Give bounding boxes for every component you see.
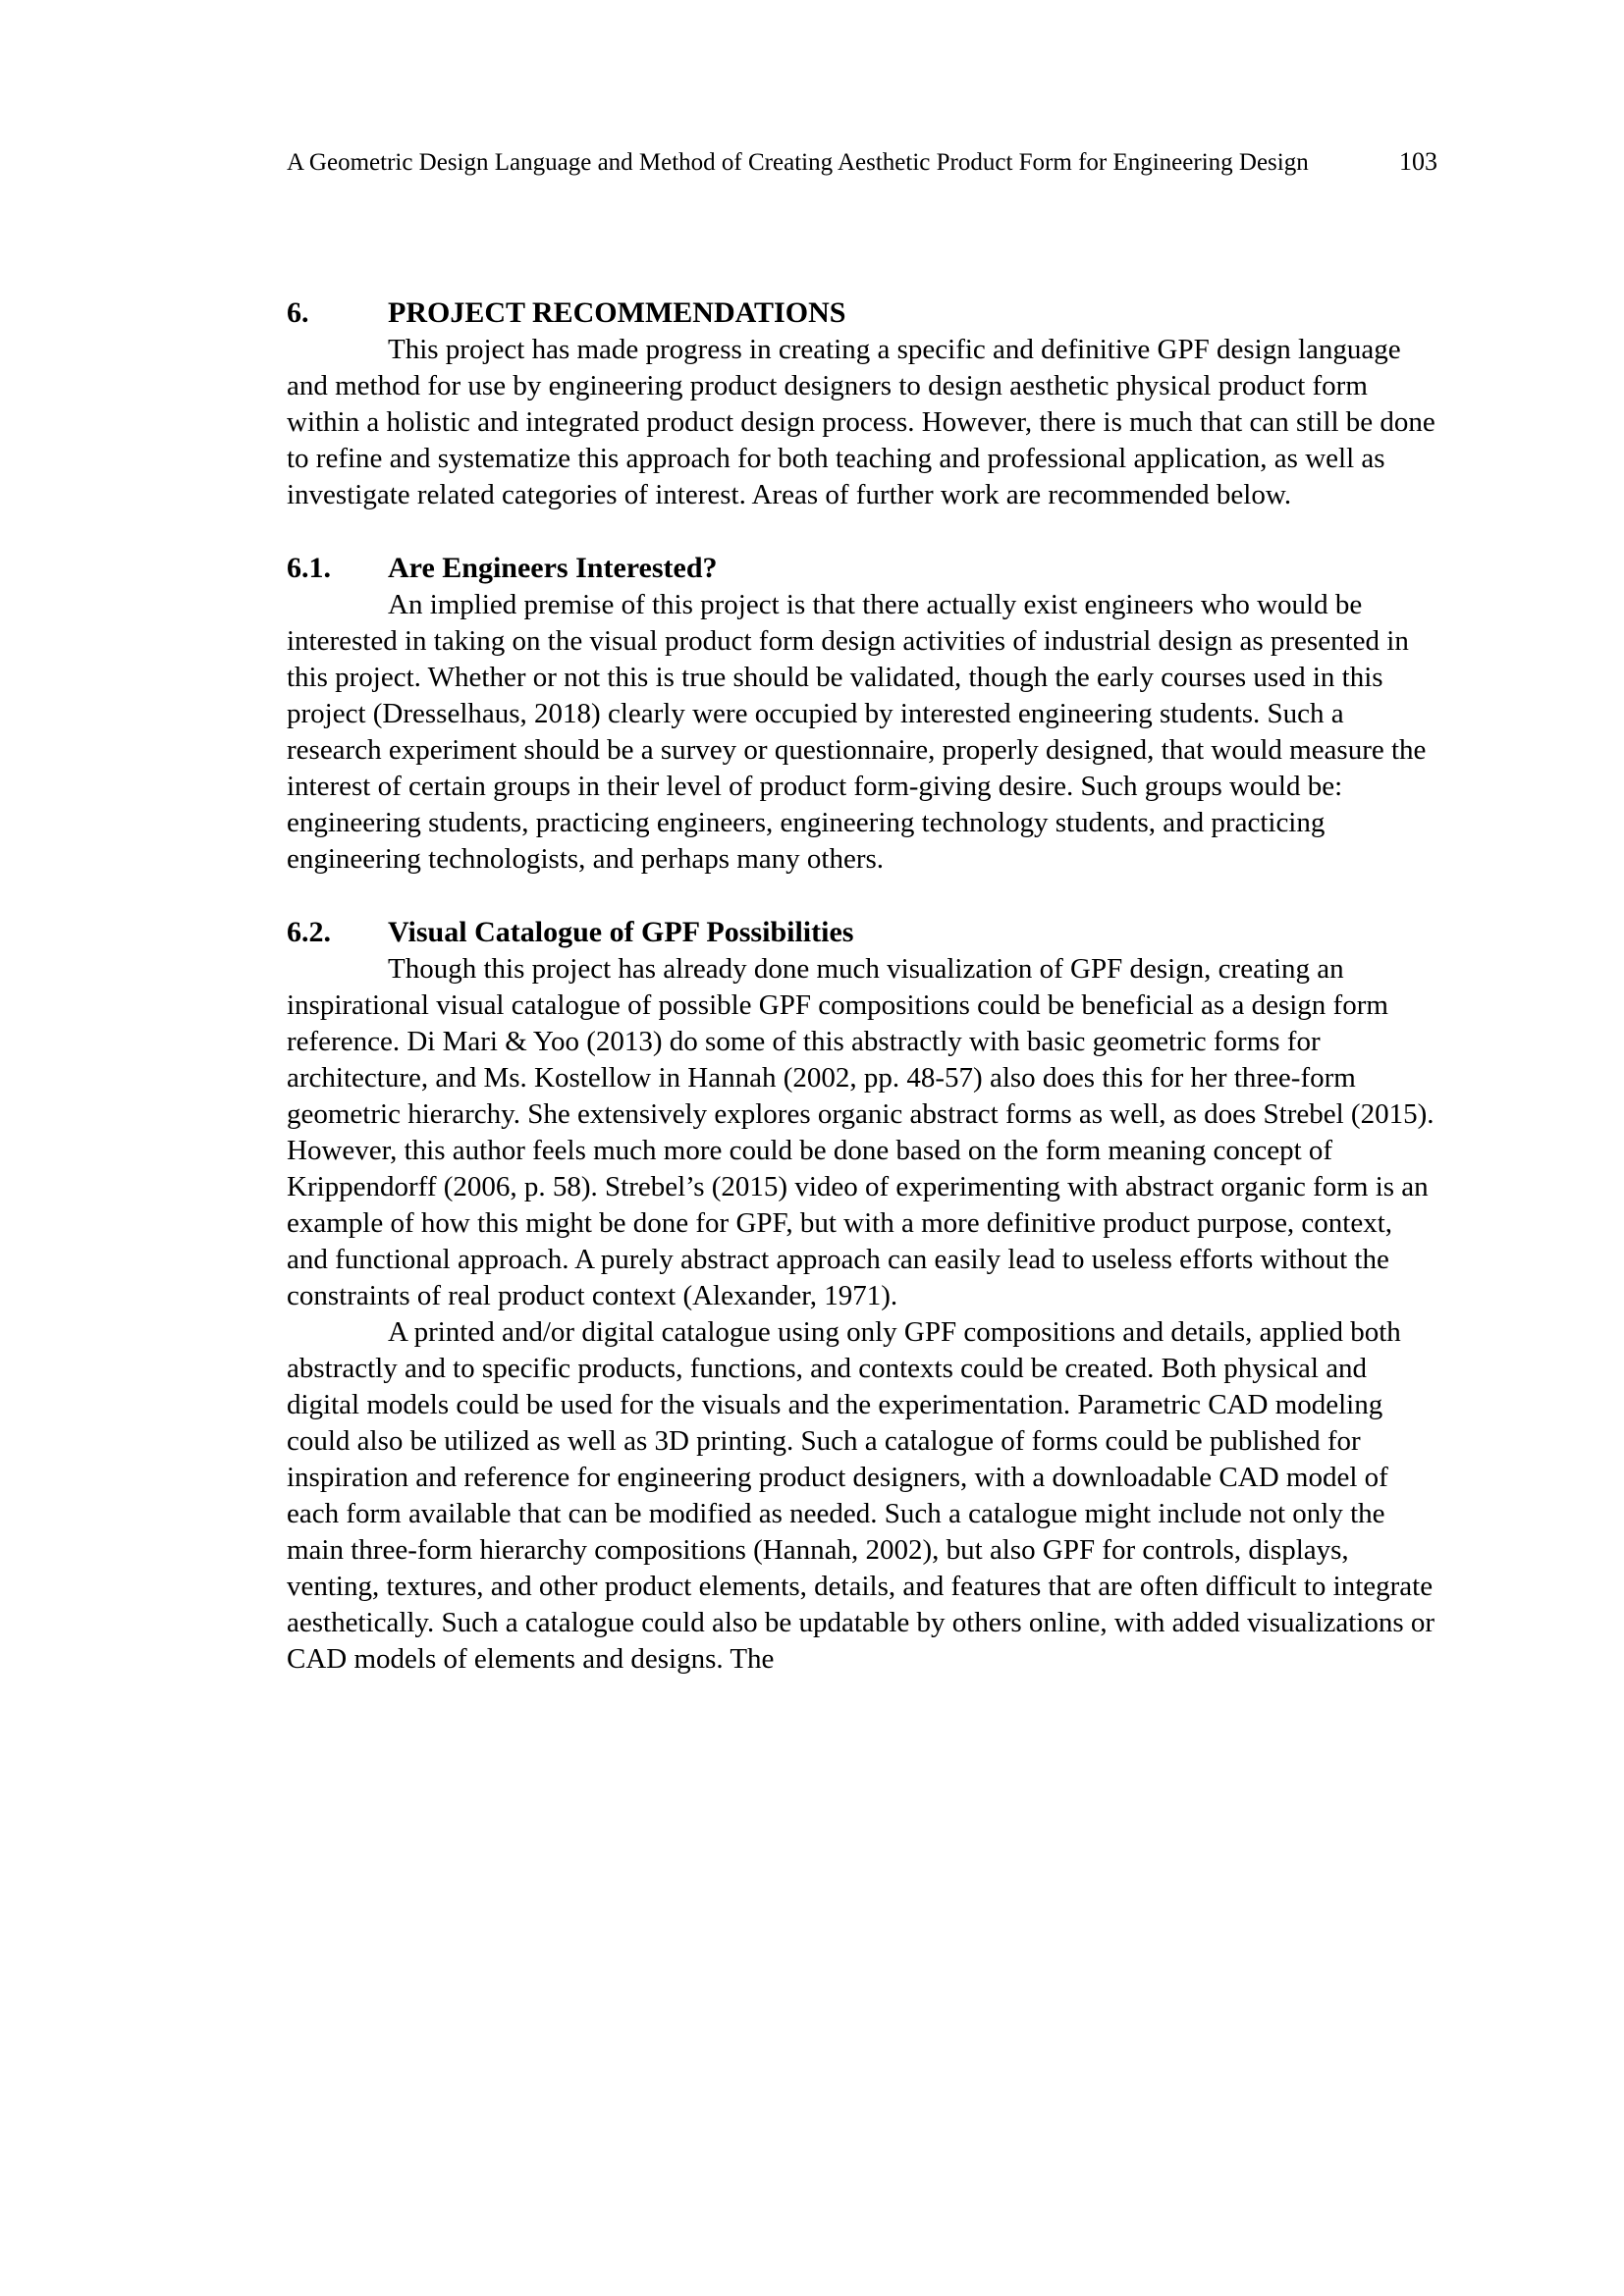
header-title: A Geometric Design Language and Method of Creating Aesthetic Product Form for Engineering Design bbox=[287, 149, 1309, 176]
section-number: 6.1. bbox=[287, 552, 331, 584]
section-title: Visual Catalogue of GPF Possibilities bbox=[388, 916, 854, 948]
paragraph: This project has made progress in creating a specific and definitive GPF design language and method for use by engineering product designers to design aesthetic physical product form within a holistic and integrated product design process. However, there is much that can still be done to refine and systematize this approach for both teaching and professional application, as well as investigate related categories of interest. Areas of further work are recommended below. bbox=[287, 334, 1435, 510]
paragraph: Though this project has already done much visualization of GPF design, creating an inspirational visual catalogue of possible GPF compositions could be beneficial as a design form reference. Di Mari & Yoo (2013) do some of this abstractly with basic geometric forms for architecture, and Ms. Kostellow in Hannah (2002, pp. 48-57) also does this for her three-form geometric hierarchy. She extensively explores organic abstract forms as well, as does Strebel (2015). However, this author feels much more could be done based on the form meaning concept of Krippendorff (2006, p. 58). Strebel’s (2015) video of experimenting with abstract organic form is an example of how this might be done for GPF, but with a more definitive product purpose, context, and functional approach. A purely abstract approach can easily lead to useless efforts without the constraints of real product context (Alexander, 1971). bbox=[287, 953, 1435, 1311]
paragraph: A printed and/or digital catalogue using only GPF compositions and details, applied both abstractly and to specific products, functions, and contexts could be created. Both physical and digital models could be used for the visuals and the experimentation. Parametric CAD modeling could also be utilized as well as 3D printing. Such a catalogue of forms could be published for inspiration and reference for engineering product designers, with a downloadable CAD model of each form available that can be modified as needed. Such a catalogue might include not only the main three-form hierarchy compositions (Hannah, 2002), but also GPF for controls, displays, venting, textures, and other product elements, details, and features that are often difficult to integrate aesthetically. Such a catalogue could also be updatable by others online, with added visualizations or CAD models of elements and designs. The bbox=[287, 1316, 1435, 1675]
section-heading-6 bbox=[287, 294, 1437, 332]
page-number: 103 bbox=[1399, 147, 1437, 176]
section-number: 6. bbox=[287, 296, 309, 329]
section-heading-6-2 bbox=[287, 914, 1437, 951]
section-number: 6.2. bbox=[287, 916, 331, 948]
page-body bbox=[287, 294, 1437, 1678]
section-title: Are Engineers Interested? bbox=[388, 552, 718, 584]
running-header bbox=[287, 147, 1437, 178]
section-heading-6-1 bbox=[287, 550, 1437, 587]
paragraph: An implied premise of this project is that there actually exist engineers who would be interested in taking on the visual product form design activities of industrial design as presented in this project. Whether or not this is true should be validated, though the early courses used in this project (Dresselhaus, 2018) clearly were occupied by interested engineering students. Such a research experiment should be a survey or questionnaire, properly designed, that would measure the interest of certain groups in their level of product form-giving desire. Such groups would be: engineering students, practicing engineers, engineering technology students, and practicing engineering technologists, and perhaps many others. bbox=[287, 589, 1427, 875]
section-title: PROJECT RECOMMENDATIONS bbox=[388, 296, 846, 329]
